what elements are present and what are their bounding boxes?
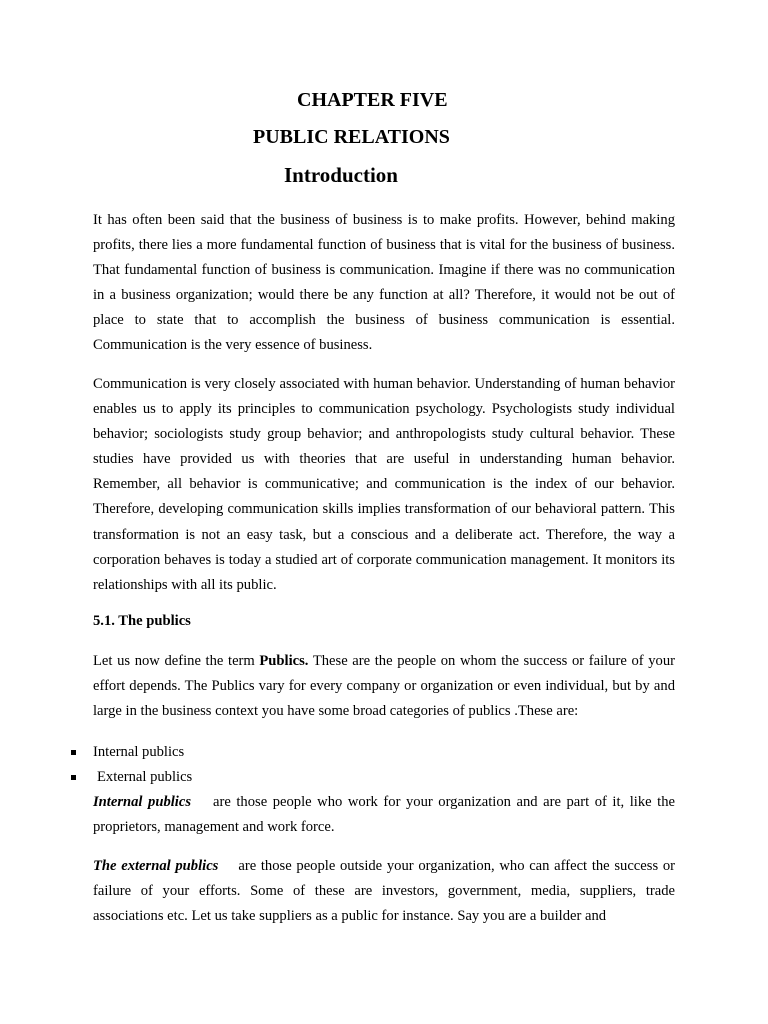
list-item-text: External publics <box>97 769 193 785</box>
external-publics-paragraph <box>93 854 675 929</box>
list-item <box>0 740 768 765</box>
definition-prefix: Let us now define the term <box>93 653 260 669</box>
publics-definition-paragraph <box>93 649 675 724</box>
intro-paragraph-2: Communication is very closely associated with human behavior. Understanding of human behavior enables us to apply its principles to communication psychology. Psychologists study individual behavior; sociologists study group behavior; and anthropologists study cultural behavior. These studies have provided us with theories that are useful in understanding human behavior. Remember, all behavior is communicative; and communication is the index of our behavior. Therefore, developing communication skills implies transformation of our behavioral pattern. This transformation is not an easy task, but a conscious and a deliberate act. Therefore, the way a corporation behaves is today a studied art of corporate communication management. It monitors its relationships with all its public. <box>93 376 675 593</box>
square-bullet-icon <box>71 750 76 755</box>
external-publics-text: are those people outside your organization, who can affect the success or failure of your efforts. Some of these are investors, government, media, suppliers, trade associations etc. Let us take suppliers as a public for instance. Say you are a builder and <box>93 858 675 925</box>
external-publics-term: The external publics <box>93 858 219 874</box>
publics-bullet-list <box>0 740 768 790</box>
chapter-title: CHAPTER FIVE <box>297 89 448 111</box>
internal-publics-text: are those people who work for your organization and are part of it, like the proprietors, management and work force. <box>93 794 675 836</box>
definition-suffix: These are the people on whom the success or failure of your effort depends. The Publics vary for every company or organization or even individual, but by and large in the business context you have some broad categories of publics .These are: <box>93 653 675 720</box>
section-title: 5.1. The publics <box>93 613 191 629</box>
intro-heading: Introduction <box>284 163 398 187</box>
list-item-text: Internal publics <box>93 744 185 760</box>
definition-term: Publics. <box>259 653 309 669</box>
internal-publics-term: Internal publics <box>93 794 192 810</box>
list-item <box>0 765 768 790</box>
square-bullet-icon <box>71 775 76 780</box>
part-title: PUBLIC RELATIONS <box>253 126 450 148</box>
intro-paragraph-1: It has often been said that the business of business is to make profits. However, behind making profits, there lies a more fundamental function of business that is vital for the business of business. That fundamental function of business is communication. Imagine if there was no communication in a business organization; would there be any function at all? Therefore, it would not be out of place to state that to accomplish the business of business communication is essential. Communication is the very essence of business. <box>93 212 675 354</box>
internal-publics-paragraph <box>93 790 675 840</box>
